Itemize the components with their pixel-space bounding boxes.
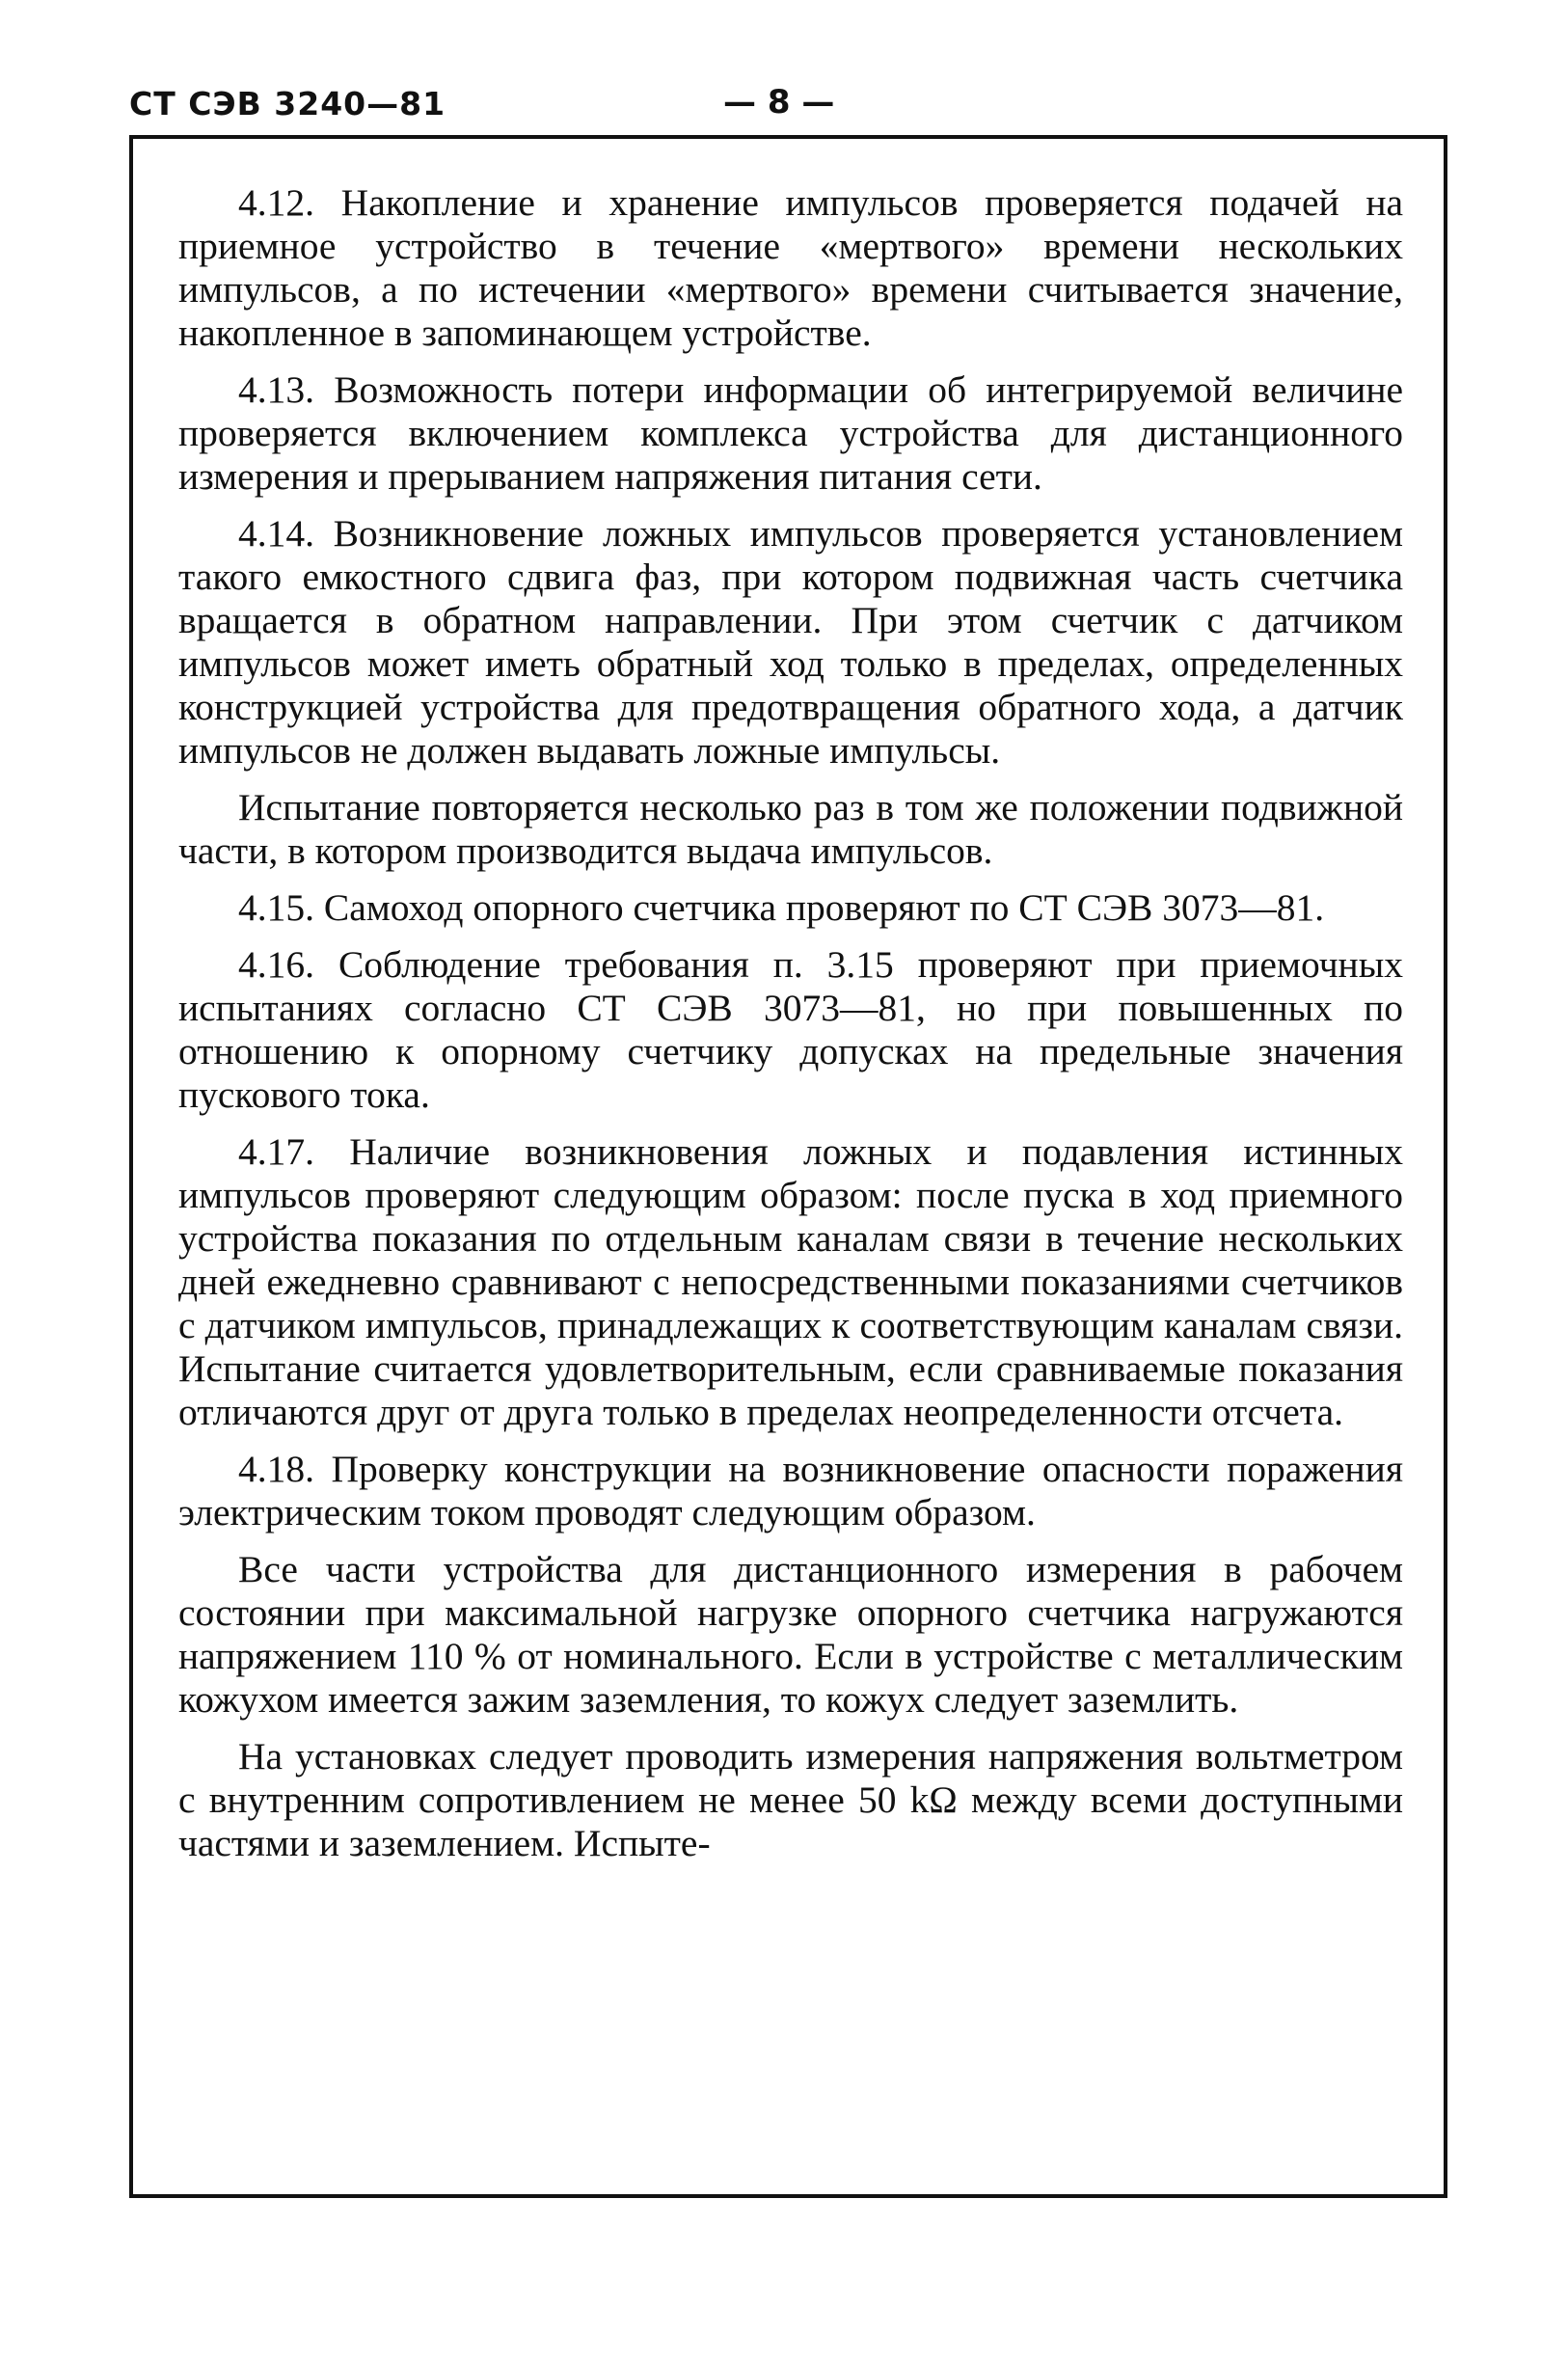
paragraph-4-14-test: Испытание повторяется несколько раз в том же положении подвижной части, в котором производится выдача импульсов. <box>178 786 1403 872</box>
frame-top-rule <box>129 135 1447 139</box>
paragraph-4-12: 4.12. Накопление и хранение импульсов проверяется подачей на приемное устройство в течение «мертвого» времени нескольких импульсов, а по истечении «мертвого» времени считывается значение, накопленное в запоминающем устройстве. <box>178 181 1403 354</box>
paragraph-4-18-parts: Все части устройства для дистанционного измерения в рабочем состоянии при максимальной нагрузке опорного счетчика нагружаются напряжением 110 % от номинального. Если в устройстве с металлическим кожухом имеется зажим заземления, то кожух следует заземлить. <box>178 1548 1403 1721</box>
paragraph-4-16: 4.16. Соблюдение требования п. 3.15 проверяют при приемочных испытаниях согласно СТ СЭВ 3073—81, но при повышенных по отношению к опорному счетчику допусках на предельные значения пускового тока. <box>178 943 1403 1116</box>
paragraph-4-13: 4.13. Возможность потери информации об интегрируемой величине проверяется включением комплекса устройства для дистанционного измерения и прерыванием напряжения питания сети. <box>178 368 1403 498</box>
frame-right-rule <box>1444 137 1447 2196</box>
page-body <box>178 181 1403 1879</box>
document-code: СТ СЭВ 3240—81 <box>129 85 446 122</box>
paragraph-4-17: 4.17. Наличие возникновения ложных и подавления истинных импульсов проверяют следующим образом: после пуска в ход приемного устройства показания по отдельным каналам связи в течение нескольких дней ежедневно сравнивают с непосредственными показаниями счетчиков с датчиком импульсов, принадлежащих к соответствующим каналам связи. Испытание считается удовлетворительным, если сравниваемые показания отличаются друг от друга только в пределах неопределенности отсчета. <box>178 1130 1403 1433</box>
page-header <box>0 0 1568 145</box>
paragraph-4-15: 4.15. Самоход опорного счетчика проверяют по СТ СЭВ 3073—81. <box>238 886 1325 929</box>
frame-bottom-rule <box>129 2194 1447 2198</box>
paragraph-4-14: 4.14. Возникновение ложных импульсов проверяется установлением такого емкостного сдвига фаз, при котором подвижная часть счетчика вращается в обратном направлении. При этом счетчик с датчиком импульсов может иметь обратный ход только в пределах, определенных конструкцией устройства для предотвращения обратного хода, а датчик импульсов не должен выдавать ложные импульсы. <box>178 512 1403 772</box>
paragraph-4-18-measure: На установках следует проводить измерения напряжения вольтметром с внутренним сопротивлением не менее 50 kΩ между всеми доступными частями и заземлением. Испыте- <box>178 1735 1403 1864</box>
page-number: — 8 — <box>723 83 835 122</box>
frame-left-rule <box>129 137 133 2196</box>
paragraph-4-18: 4.18. Проверку конструкции на возникновение опасности поражения электрическим током проводят следующим образом. <box>178 1448 1403 1534</box>
